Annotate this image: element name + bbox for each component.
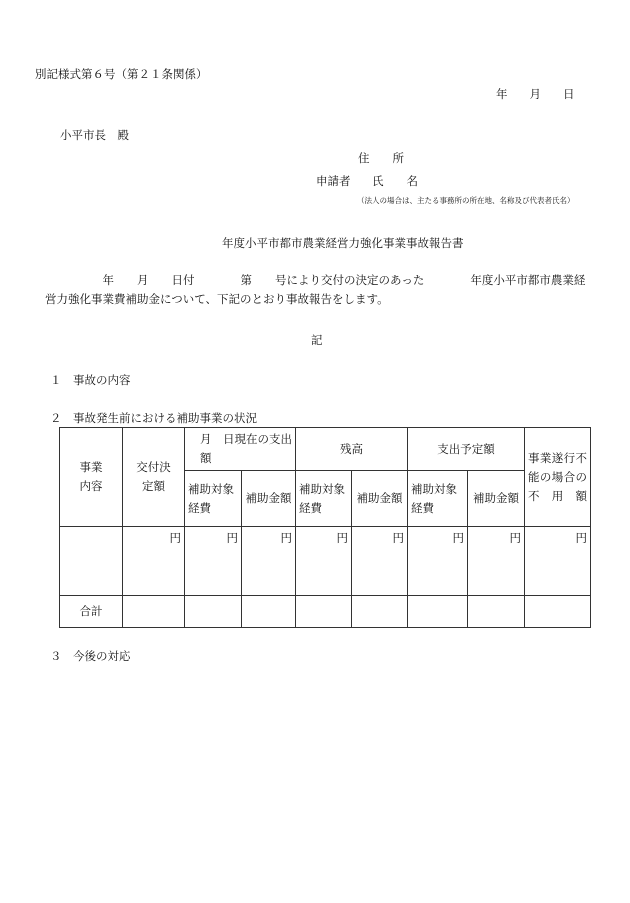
date-day: 日 bbox=[563, 87, 575, 101]
date-line bbox=[496, 86, 575, 102]
sub-target-2: 補助対象経費 bbox=[296, 471, 352, 527]
form-number: 別記様式第６号（第２１条関係） bbox=[35, 67, 208, 81]
sub-amount-2: 補助金額 bbox=[352, 471, 408, 527]
applicant-label: 申請者 bbox=[316, 174, 351, 188]
sub-target-1: 補助対象経費 bbox=[185, 471, 242, 527]
cell-yen[interactable]: 円 bbox=[468, 527, 525, 596]
total-cell[interactable] bbox=[352, 596, 408, 628]
cell-yen[interactable]: 円 bbox=[123, 527, 185, 596]
status-table bbox=[59, 427, 591, 628]
total-cell[interactable] bbox=[185, 596, 242, 628]
total-cell[interactable] bbox=[525, 596, 591, 628]
header-content: 事業内容 bbox=[60, 428, 123, 527]
cell-yen[interactable]: 円 bbox=[185, 527, 242, 596]
ki-label: 記 bbox=[311, 333, 323, 347]
sub-amount-1: 補助金額 bbox=[242, 471, 296, 527]
total-cell[interactable] bbox=[408, 596, 468, 628]
sub-target-3: 補助対象経費 bbox=[408, 471, 468, 527]
date-month: 月 bbox=[529, 87, 541, 101]
section-2-heading: ２ 事故発生前における補助事業の状況 bbox=[50, 411, 257, 425]
header-planned: 支出予定額 bbox=[408, 428, 525, 471]
name-label: 氏 名 bbox=[372, 174, 418, 188]
section-1-heading: １ 事故の内容 bbox=[50, 373, 131, 387]
total-cell[interactable] bbox=[468, 596, 525, 628]
cell-yen[interactable]: 円 bbox=[296, 527, 352, 596]
header-unable: 事業遂行不能の場合の不用額 bbox=[525, 428, 591, 527]
date-year: 年 bbox=[496, 87, 508, 101]
section-3-heading: ３ 今後の対応 bbox=[50, 649, 131, 663]
address-label: 住 所 bbox=[358, 151, 404, 165]
corp-note: （法人の場合は、主たる事務所の所在地、名称及び代表者氏名） bbox=[357, 196, 575, 205]
total-cell[interactable] bbox=[123, 596, 185, 628]
cell-yen[interactable]: 円 bbox=[352, 527, 408, 596]
header-decided: 交付決定額 bbox=[123, 428, 185, 527]
addressee: 小平市長 殿 bbox=[60, 128, 129, 142]
total-label: 合計 bbox=[60, 596, 123, 628]
cell-yen[interactable]: 円 bbox=[242, 527, 296, 596]
total-cell[interactable] bbox=[296, 596, 352, 628]
cell-yen[interactable]: 円 bbox=[408, 527, 468, 596]
body-paragraph: 年 月 日付 第 号により交付の決定のあった 年度小平市都市農業経営力強化事業費補助金について、下記のとおり事故報告をします。 bbox=[45, 273, 586, 306]
document-title: 年度小平市都市農業経営力強化事業事故報告書 bbox=[222, 236, 464, 250]
header-asof: 月 日現在の支出額 bbox=[185, 428, 296, 471]
sub-amount-3: 補助金額 bbox=[468, 471, 525, 527]
header-balance: 残高 bbox=[296, 428, 408, 471]
cell-content[interactable] bbox=[60, 527, 123, 596]
total-cell[interactable] bbox=[242, 596, 296, 628]
cell-yen[interactable]: 円 bbox=[525, 527, 591, 596]
